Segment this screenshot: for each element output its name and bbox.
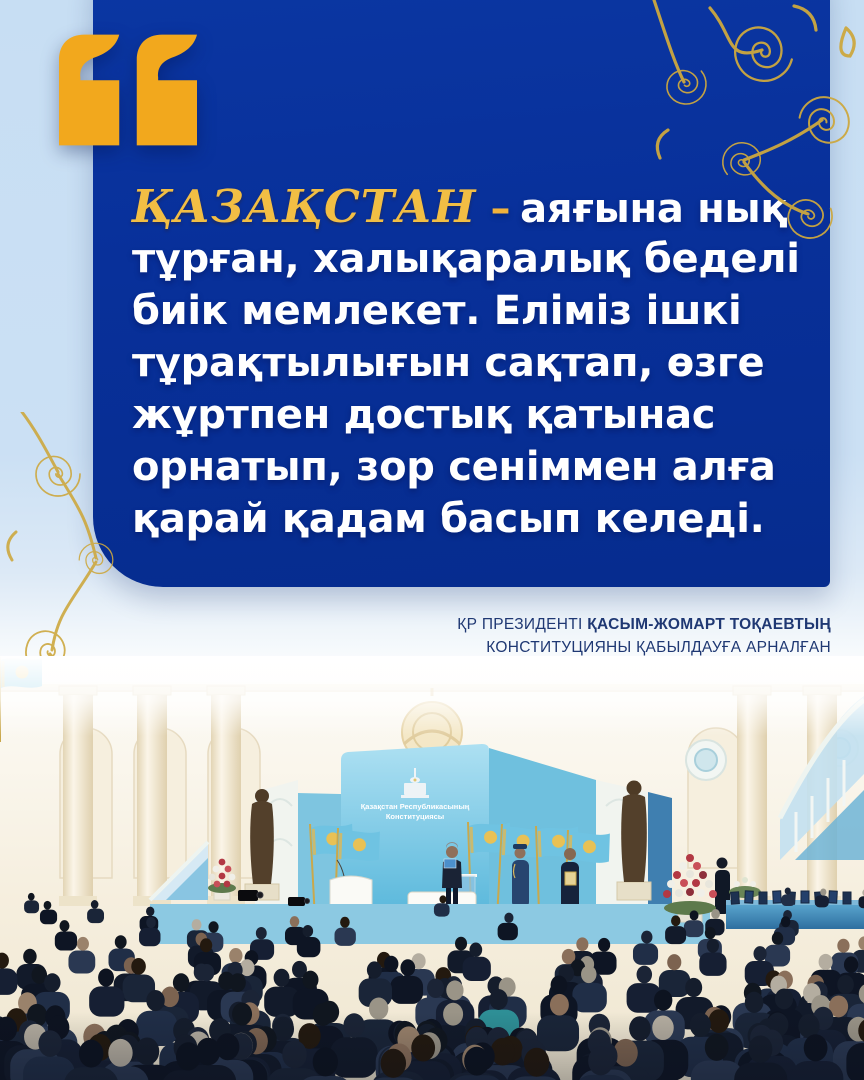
quote-line-text: аяғына нық <box>520 186 788 232</box>
quote-line: биік мемлекет. Еліміз ішкі <box>132 288 742 334</box>
quote-line: тұрған, халықаралық беделі <box>132 236 800 282</box>
gold-ornament-icon <box>614 0 864 240</box>
quote-line: жұртпен достық қатынас <box>132 392 716 438</box>
quote-line: қарай қадам басып келеді. <box>132 496 765 542</box>
backdrop-title-line2: Конституциясы <box>385 812 445 821</box>
attribution-line-1: ҚР ПРЕЗИДЕНТІ ҚАСЫМ-ЖОМАРТ ТОҚАЕВТЫҢ <box>457 616 831 633</box>
crowd-shade <box>0 1012 864 1080</box>
quote-highlight: ҚАЗАҚСТАН <box>132 180 477 233</box>
stage-carpet <box>150 904 710 944</box>
photo-fade <box>0 656 864 736</box>
backdrop-title-line1: Қазақстан Республикасының <box>360 802 470 811</box>
quote-line: тұрақтылығын сақтап, өзге <box>132 340 765 386</box>
quotation-mark-icon <box>59 33 197 148</box>
quote-dash: – <box>490 186 511 232</box>
attribution-line-2: КОНСТИТУЦИЯНЫ ҚАБЫЛДАУҒА АРНАЛҒАН <box>486 638 831 656</box>
quote-line: орнатып, зор сеніммен алға <box>132 444 776 490</box>
ceremony-photo <box>0 656 864 1080</box>
